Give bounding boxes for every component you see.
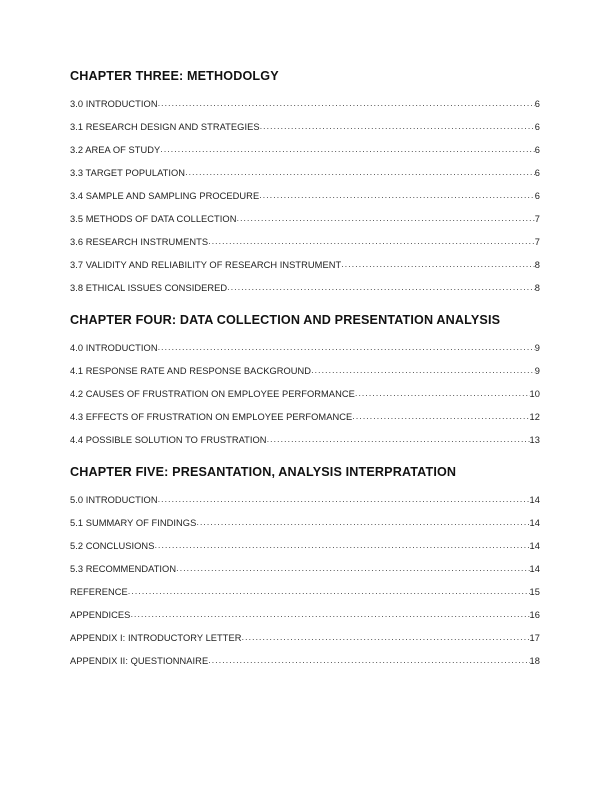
toc-entry[interactable]	[70, 604, 540, 627]
chapter-heading: CHAPTER THREE: METHODOLGY	[70, 69, 279, 83]
toc-entry-title: 5.0 INTRODUCTION	[70, 495, 158, 505]
toc-entry[interactable]	[70, 558, 540, 581]
toc-dot-leader	[242, 631, 530, 641]
toc-entry-list	[70, 489, 540, 673]
toc-entry-title: REFERENCE	[70, 587, 128, 597]
toc-entry-title: 4.1 RESPONSE RATE AND RESPONSE BACKGROUND	[70, 366, 312, 376]
toc-entry-page-number: 7	[534, 237, 540, 247]
toc-entry-page-number: 15	[529, 587, 540, 597]
toc-entry[interactable]	[70, 208, 540, 231]
toc-dot-leader	[176, 562, 529, 572]
toc-entry-page-number: 8	[534, 260, 540, 270]
toc-entry-title: 3.7 VALIDITY AND RELIABILITY OF RESEARCH INSTRUMENT	[70, 260, 342, 270]
toc-entry-title: 5.3 RECOMMENDATION	[70, 564, 177, 574]
toc-entry-list	[70, 93, 540, 300]
toc-entry-list	[70, 337, 540, 452]
toc-dot-leader	[352, 410, 529, 420]
toc-entry-page-number: 8	[534, 283, 540, 293]
toc-entry-page-number: 9	[534, 343, 540, 353]
toc-dot-leader	[355, 387, 530, 397]
toc-entry-page-number: 6	[534, 99, 540, 109]
toc-entry[interactable]	[70, 337, 540, 360]
toc-entry[interactable]	[70, 139, 540, 162]
toc-entry-title: 5.1 SUMMARY OF FINDINGS	[70, 518, 197, 528]
toc-dot-leader	[185, 166, 535, 176]
toc-dot-leader	[311, 364, 535, 374]
toc-entry[interactable]	[70, 489, 540, 512]
toc-entry-title: 5.2 CONCLUSIONS	[70, 541, 155, 551]
chapter-block	[70, 312, 540, 452]
toc-dot-leader	[130, 608, 529, 618]
toc-entry[interactable]	[70, 627, 540, 650]
toc-entry-page-number: 12	[529, 412, 540, 422]
toc-entry-page-number: 14	[529, 518, 540, 528]
toc-dot-leader	[154, 539, 529, 549]
toc-entry-title: 3.3 TARGET POPULATION	[70, 168, 186, 178]
toc-dot-leader	[160, 143, 535, 153]
toc-entry-title: 3.8 ETHICAL ISSUES CONSIDERED	[70, 283, 228, 293]
toc-dot-leader	[196, 516, 529, 526]
toc-entry-title: 4.4 POSSIBLE SOLUTION TO FRUSTRATION	[70, 435, 267, 445]
chapter-block	[70, 464, 540, 673]
toc-entry-page-number: 17	[529, 633, 540, 643]
toc-dot-leader	[158, 97, 535, 107]
toc-entry[interactable]	[70, 512, 540, 535]
toc-entry[interactable]	[70, 535, 540, 558]
toc-entry[interactable]	[70, 231, 540, 254]
toc-entry-page-number: 10	[529, 389, 540, 399]
toc-dot-leader	[267, 433, 530, 443]
toc-entry-page-number: 14	[529, 541, 540, 551]
toc-entry[interactable]	[70, 383, 540, 406]
toc-dot-leader	[260, 120, 535, 130]
toc-entry-title: 3.5 METHODS OF DATA COLLECTION	[70, 214, 237, 224]
toc-dot-leader	[259, 189, 535, 199]
toc-dot-leader	[208, 654, 529, 664]
toc-entry-page-number: 6	[534, 145, 540, 155]
toc-entry[interactable]	[70, 360, 540, 383]
toc-entry-title: 4.3 EFFECTS OF FRUSTRATION ON EMPLOYEE PERFOMANCE	[70, 412, 353, 422]
chapter-heading: CHAPTER FIVE: PRESANTATION, ANALYSIS INTERPRATATION	[70, 465, 457, 479]
toc-entry-title: 4.2 CAUSES OF FRUSTRATION ON EMPLOYEE PERFORMANCE	[70, 389, 355, 399]
toc-entry-page-number: 7	[534, 214, 540, 224]
toc-dot-leader	[158, 493, 530, 503]
toc-entry[interactable]	[70, 116, 540, 139]
toc-dot-leader	[236, 212, 534, 222]
toc-entry[interactable]	[70, 277, 540, 300]
toc-dot-leader	[208, 235, 535, 245]
toc-entry-page-number: 6	[534, 122, 540, 132]
toc-entry[interactable]	[70, 406, 540, 429]
toc-entry[interactable]	[70, 650, 540, 673]
toc-entry-title: 3.1 RESEARCH DESIGN AND STRATEGIES	[70, 122, 260, 132]
toc-entry[interactable]	[70, 254, 540, 277]
toc-entry[interactable]	[70, 429, 540, 452]
toc-entry[interactable]	[70, 185, 540, 208]
toc-entry[interactable]	[70, 93, 540, 116]
table-of-contents	[70, 68, 540, 673]
toc-dot-leader	[341, 258, 535, 268]
toc-entry-title: APPENDICES	[70, 610, 131, 620]
toc-entry-title: 3.0 INTRODUCTION	[70, 99, 158, 109]
toc-dot-leader	[227, 281, 535, 291]
toc-entry-page-number: 16	[529, 610, 540, 620]
toc-entry[interactable]	[70, 581, 540, 604]
toc-entry-title: 3.6 RESEARCH INSTRUMENTS	[70, 237, 209, 247]
toc-entry-page-number: 18	[529, 656, 540, 666]
toc-entry-page-number: 14	[529, 564, 540, 574]
chapter-heading: CHAPTER FOUR: DATA COLLECTION AND PRESENTATION ANALYSIS	[70, 313, 501, 327]
toc-entry-title: 3.4 SAMPLE AND SAMPLING PROCEDURE	[70, 191, 260, 201]
toc-entry-title: APPENDIX I: INTRODUCTORY LETTER	[70, 633, 242, 643]
toc-entry-page-number: 9	[534, 366, 540, 376]
toc-entry-title: 4.0 INTRODUCTION	[70, 343, 158, 353]
toc-entry[interactable]	[70, 162, 540, 185]
toc-entry-page-number: 6	[534, 191, 540, 201]
chapter-block	[70, 68, 540, 300]
toc-entry-title: APPENDIX II: QUESTIONNAIRE	[70, 656, 209, 666]
toc-entry-page-number: 14	[529, 495, 540, 505]
toc-entry-page-number: 6	[534, 168, 540, 178]
toc-dot-leader	[158, 341, 535, 351]
toc-dot-leader	[128, 585, 530, 595]
toc-entry-page-number: 13	[529, 435, 540, 445]
toc-entry-title: 3.2 AREA OF STUDY	[70, 145, 161, 155]
